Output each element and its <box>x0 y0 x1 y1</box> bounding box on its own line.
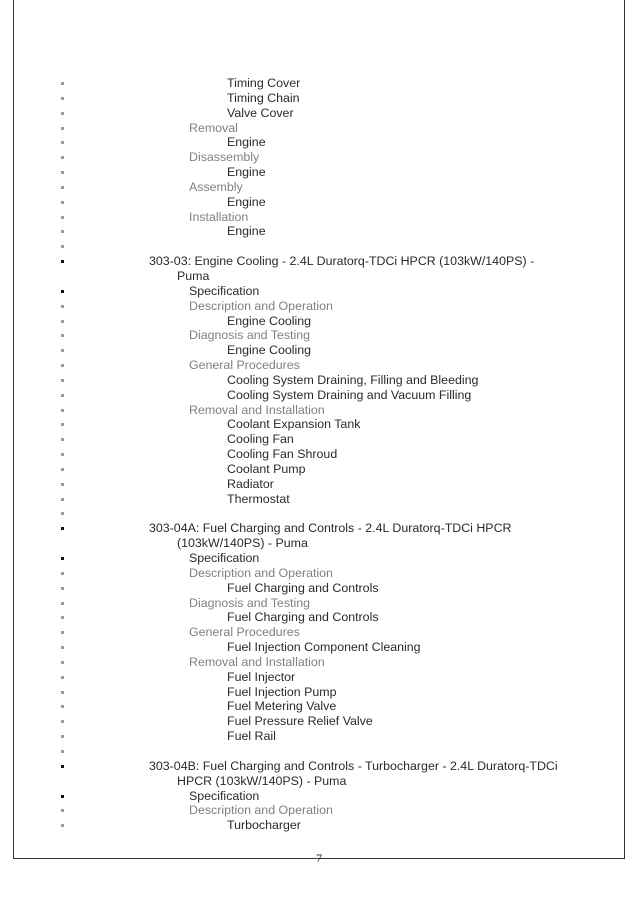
bullet-icon <box>61 602 64 605</box>
toc-entry-label[interactable]: Timing Chain <box>227 90 300 105</box>
toc-entry <box>0 759 638 789</box>
toc-entry <box>0 432 638 447</box>
bullet-icon <box>61 438 64 441</box>
bullet-icon <box>61 720 64 723</box>
bullet-icon <box>61 557 64 560</box>
toc-entry <box>0 284 638 299</box>
toc-entry <box>0 551 638 566</box>
toc-entry <box>0 224 638 239</box>
toc-entry <box>0 299 638 314</box>
bullet-icon <box>61 661 64 664</box>
bullet-icon <box>61 97 64 100</box>
toc-entry-label[interactable]: Description and Operation <box>189 298 333 313</box>
toc-entry <box>0 492 638 507</box>
bullet-icon <box>61 201 64 204</box>
toc-entry <box>0 566 638 581</box>
toc-entry-label[interactable]: Engine Cooling <box>227 313 312 328</box>
bullet-icon <box>61 141 64 144</box>
toc-entry <box>0 417 638 432</box>
toc-entry-label[interactable]: Description and Operation <box>189 803 333 818</box>
bullet-icon <box>61 616 64 619</box>
bullet-icon <box>61 156 64 159</box>
toc-entry <box>0 789 638 804</box>
toc-entry <box>0 121 638 136</box>
bullet-icon <box>61 468 64 471</box>
toc-entry-label[interactable]: Cooling System Draining, Filling and Bleeding <box>227 372 479 387</box>
bullet-icon <box>61 379 64 382</box>
page-number: 7 <box>316 851 322 865</box>
toc-entry-label[interactable]: Coolant Pump <box>227 461 306 476</box>
toc-entry <box>0 106 638 121</box>
bullet-icon <box>61 527 64 530</box>
toc-entry <box>0 610 638 625</box>
toc-entry-label[interactable]: Fuel Metering Valve <box>227 699 337 714</box>
toc-entry-label[interactable]: Specification <box>189 788 260 803</box>
toc-entry <box>0 640 638 655</box>
bullet-icon <box>61 453 64 456</box>
toc-entry-label[interactable]: Fuel Pressure Relief Valve <box>227 714 373 729</box>
bullet-icon <box>61 112 64 115</box>
toc-entry <box>0 195 638 210</box>
toc-entry <box>0 135 638 150</box>
bullet-icon <box>61 587 64 590</box>
bullet-icon <box>61 705 64 708</box>
toc-entry <box>0 165 638 180</box>
bullet-icon <box>61 572 64 575</box>
table-of-contents <box>0 76 638 833</box>
toc-entry <box>0 239 638 254</box>
bullet-icon <box>61 171 64 174</box>
toc-entry <box>0 596 638 611</box>
toc-entry-label[interactable]: Radiator <box>227 476 274 491</box>
toc-entry <box>0 625 638 640</box>
toc-entry-label[interactable]: General Procedures <box>189 625 300 640</box>
toc-entry-label[interactable]: Removal and Installation <box>189 654 325 669</box>
toc-entry-label[interactable]: Assembly <box>189 179 243 194</box>
toc-entry <box>0 655 638 670</box>
toc-entry-label[interactable]: Fuel Charging and Controls <box>227 580 379 595</box>
toc-entry <box>0 685 638 700</box>
toc-entry <box>0 581 638 596</box>
bullet-icon <box>61 260 64 263</box>
bullet-icon <box>61 824 64 827</box>
toc-entry <box>0 210 638 225</box>
bullet-icon <box>61 334 64 337</box>
bullet-icon <box>61 230 64 233</box>
toc-entry-label[interactable]: Fuel Injector <box>227 669 296 684</box>
toc-entry-label[interactable]: Fuel Rail <box>227 729 276 744</box>
toc-entry <box>0 180 638 195</box>
toc-entry-label[interactable]: Cooling System Draining and Vacuum Filling <box>227 387 472 402</box>
bullet-icon <box>61 127 64 130</box>
toc-entry <box>0 447 638 462</box>
bullet-icon <box>61 676 64 679</box>
toc-entry <box>0 328 638 343</box>
toc-entry-label[interactable]: Valve Cover <box>227 105 294 120</box>
bullet-icon <box>61 498 64 501</box>
bullet-icon <box>61 349 64 352</box>
toc-section-title[interactable] <box>149 254 589 284</box>
bullet-icon <box>61 765 64 768</box>
toc-entry-label[interactable]: Cooling Fan Shroud <box>227 447 338 462</box>
toc-entry <box>0 670 638 685</box>
toc-entry <box>0 373 638 388</box>
bullet-icon <box>61 305 64 308</box>
bullet-icon <box>61 795 64 798</box>
toc-entry-label[interactable]: Diagnosis and Testing <box>189 595 311 610</box>
toc-entry-label[interactable]: Description and Operation <box>189 565 333 580</box>
toc-entry <box>0 803 638 818</box>
toc-entry-label[interactable]: Removal <box>189 120 238 135</box>
toc-entry-label[interactable]: Specification <box>189 551 260 565</box>
bullet-icon <box>61 394 64 397</box>
toc-entry-label[interactable]: Fuel Injection Component Cleaning <box>227 640 421 655</box>
toc-section-title-line2: HPCR (103kW/140PS) - Puma <box>177 773 347 788</box>
toc-entry <box>0 76 638 91</box>
toc-section-title[interactable] <box>149 521 589 551</box>
toc-entry-label[interactable]: Thermostat <box>227 491 290 506</box>
bullet-icon <box>61 512 64 515</box>
toc-entry-label[interactable]: Engine <box>227 224 266 239</box>
toc-entry-label[interactable]: Installation <box>189 209 249 224</box>
toc-entry-label[interactable]: Engine Cooling <box>227 343 312 358</box>
toc-entry-label[interactable]: Disassembly <box>189 150 260 165</box>
toc-entry-label[interactable]: Engine <box>227 135 266 150</box>
toc-entry-label[interactable]: Engine <box>227 165 266 180</box>
toc-entry <box>0 818 638 833</box>
toc-entry <box>0 314 638 329</box>
toc-section-title-line1: 303-04B: Fuel Charging and Controls - Turbocharger - 2.4L Duratorq-TDCi <box>149 758 558 773</box>
toc-section-title[interactable] <box>149 759 589 789</box>
toc-entry-label[interactable]: General Procedures <box>189 358 300 373</box>
bullet-icon <box>61 186 64 189</box>
toc-entry <box>0 343 638 358</box>
toc-entry-label[interactable]: Fuel Charging and Controls <box>227 610 379 625</box>
bullet-icon <box>61 646 64 649</box>
toc-entry <box>0 388 638 403</box>
bullet-icon <box>61 631 64 634</box>
bullet-icon <box>61 809 64 812</box>
toc-entry-label[interactable]: Specification <box>189 283 260 298</box>
toc-entry-label[interactable]: Cooling Fan <box>227 432 294 447</box>
toc-entry <box>0 506 638 521</box>
bullet-icon <box>61 423 64 426</box>
bullet-icon <box>61 691 64 694</box>
toc-entry <box>0 714 638 729</box>
toc-section-title-line2: (103kW/140PS) - Puma <box>177 536 308 551</box>
toc-section-title-line2: Puma <box>177 268 210 283</box>
bullet-icon <box>61 82 64 85</box>
bullet-icon <box>61 409 64 412</box>
toc-entry <box>0 403 638 418</box>
toc-entry-label[interactable]: Coolant Expansion Tank <box>227 417 361 432</box>
bullet-icon <box>61 320 64 323</box>
toc-entry-label[interactable]: Removal and Installation <box>189 402 325 417</box>
bullet-icon <box>61 290 64 293</box>
bullet-icon <box>61 483 64 486</box>
toc-entry-label[interactable]: Diagnosis and Testing <box>189 328 311 343</box>
toc-entry-label[interactable]: Fuel Injection Pump <box>227 684 337 699</box>
toc-entry <box>0 729 638 744</box>
toc-entry <box>0 91 638 106</box>
toc-entry <box>0 744 638 759</box>
toc-entry <box>0 521 638 551</box>
toc-entry-label[interactable]: Engine <box>227 194 266 209</box>
toc-entry <box>0 254 638 284</box>
toc-entry <box>0 358 638 373</box>
bullet-icon <box>61 216 64 219</box>
toc-section-title-line1: 303-04A: Fuel Charging and Controls - 2.4L Duratorq-TDCi HPCR <box>149 521 512 536</box>
bullet-icon <box>61 245 64 248</box>
bullet-icon <box>61 750 64 753</box>
toc-entry-label[interactable]: Timing Cover <box>227 76 301 90</box>
toc-entry-label[interactable]: Turbocharger <box>227 818 301 833</box>
toc-entry <box>0 477 638 492</box>
bullet-icon <box>61 364 64 367</box>
toc-section-title-line1: 303-03: Engine Cooling - 2.4L Duratorq-TDCi HPCR (103kW/140PS) - <box>149 254 535 269</box>
toc-entry <box>0 699 638 714</box>
bullet-icon <box>61 735 64 738</box>
toc-entry <box>0 462 638 477</box>
toc-entry <box>0 150 638 165</box>
